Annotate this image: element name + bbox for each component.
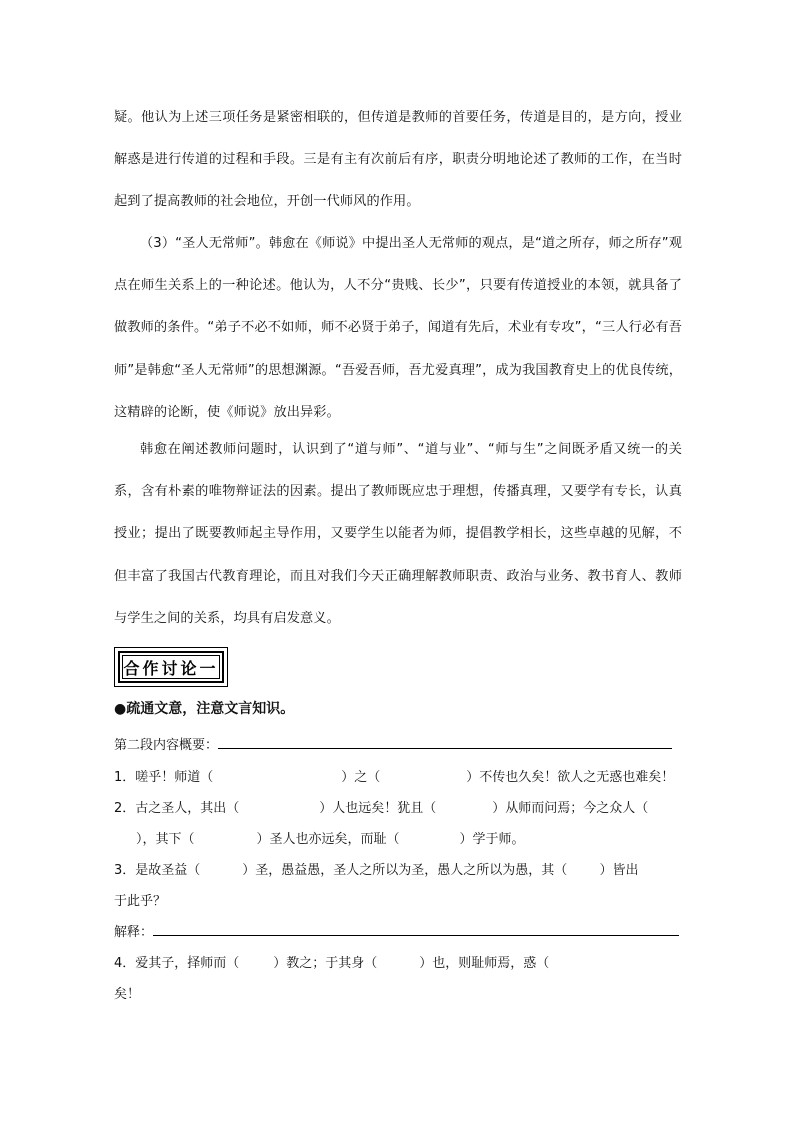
explain-blank [153, 934, 679, 936]
paragraph-3: 韩愈在阐述教师问题时，认识到了“道与师”、“道与业”、“师与生”之间既矛盾又统一的关系，含有朴素的唯物辩证法的因素。提出了教师既应忠于理想，传播真理，又要学有专长，认真授业；提出了既要教师起主导作用，又要学生以能者为师，提倡教学相长，这些卓越的见解，不但丰富了我国古代教育理论，而且对我们今天正确理解教师职责、政治与业务、教书育人、教师与学生之间的关系，均具有启发意义。 [114, 442, 682, 626]
question-2-line-1 [114, 797, 648, 816]
question-2-line-2 [114, 828, 525, 847]
question-4-line-1 [114, 952, 621, 971]
paragraph-1: 疑。他认为上述三项任务是紧密相联的，但传道是教师的首要任务，传道是目的，是方向，授业解惑是进行传道的过程和手段。三是有主有次前后有序，职责分明地论述了教师的工作，在当时起到了提高教师的社会地位，开创一代师风的作用。 [114, 110, 682, 210]
q4-part-4: 矣！ [114, 987, 141, 1002]
summary-blank [218, 747, 672, 749]
q3-part-1: 3．是故圣益（ [114, 863, 201, 878]
q3-part-2b: ）皆出 [599, 863, 639, 878]
question-3-line-1 [114, 859, 638, 878]
q2-part-1: 2．古之圣人，其出（ [114, 801, 240, 816]
q1-part-1: 1．嗟乎！师道（ [114, 770, 214, 785]
explain-label: 解释： [114, 925, 154, 940]
q3-part-3: 于此乎？ [114, 894, 167, 909]
q2-part-4: ），其下（ [136, 832, 195, 847]
question-3-line-2 [114, 890, 166, 909]
explain-line [114, 921, 679, 940]
section-heading: ●疏通文意，注意文言知识。 [114, 701, 295, 717]
q1-part-3: ）不传也久矣！欲人之无惑也难矣！ [466, 770, 675, 785]
question-1 [114, 766, 674, 785]
q4-part-2: ）教之；于其身（ [273, 956, 378, 971]
summary-line [114, 734, 672, 753]
q2-part-3: ）从师而问焉；今之众人（ [492, 801, 649, 816]
q4-part-3: ）也，则耻师焉，惑（ [419, 956, 550, 971]
summary-label: 第二段内容概要： [114, 738, 219, 753]
q3-part-2: ）圣，愚益愚，圣人之所以为圣，愚人之所以为愚，其（ [242, 863, 568, 878]
section-badge-label: 合作讨论一 [122, 655, 220, 679]
section-badge [114, 647, 228, 687]
q1-part-2: ）之（ [341, 770, 381, 785]
question-4-line-2 [114, 983, 140, 1002]
q2-part-6: ）学于师。 [459, 832, 525, 847]
q2-part-2: ）人也远矣！犹且（ [319, 801, 437, 816]
q4-part-1: 4．爱其子，择师而（ [114, 956, 240, 971]
q2-part-5: ）圣人也亦远矣，而耻（ [256, 832, 400, 847]
paragraph-2: （3）“圣人无常师”。韩愈在《师说》中提出圣人无常师的观点，是“道之所存，师之所存”观点在师生关系上的一种论述。他认为，人不分“贵贱、长少”，只要有传道授业的本领，就具备了做教师的条件。“弟子不必不如师，师不必贤于弟子，闻道有先后，术业有专攻”，“三人行必有吾师”是韩愈“圣人无常师”的思想渊源。“吾爱吾师，吾尤爱真理”，成为我国教育史上的优良传统，这精辟的论断，使《师说》放出异彩。 [114, 236, 682, 420]
